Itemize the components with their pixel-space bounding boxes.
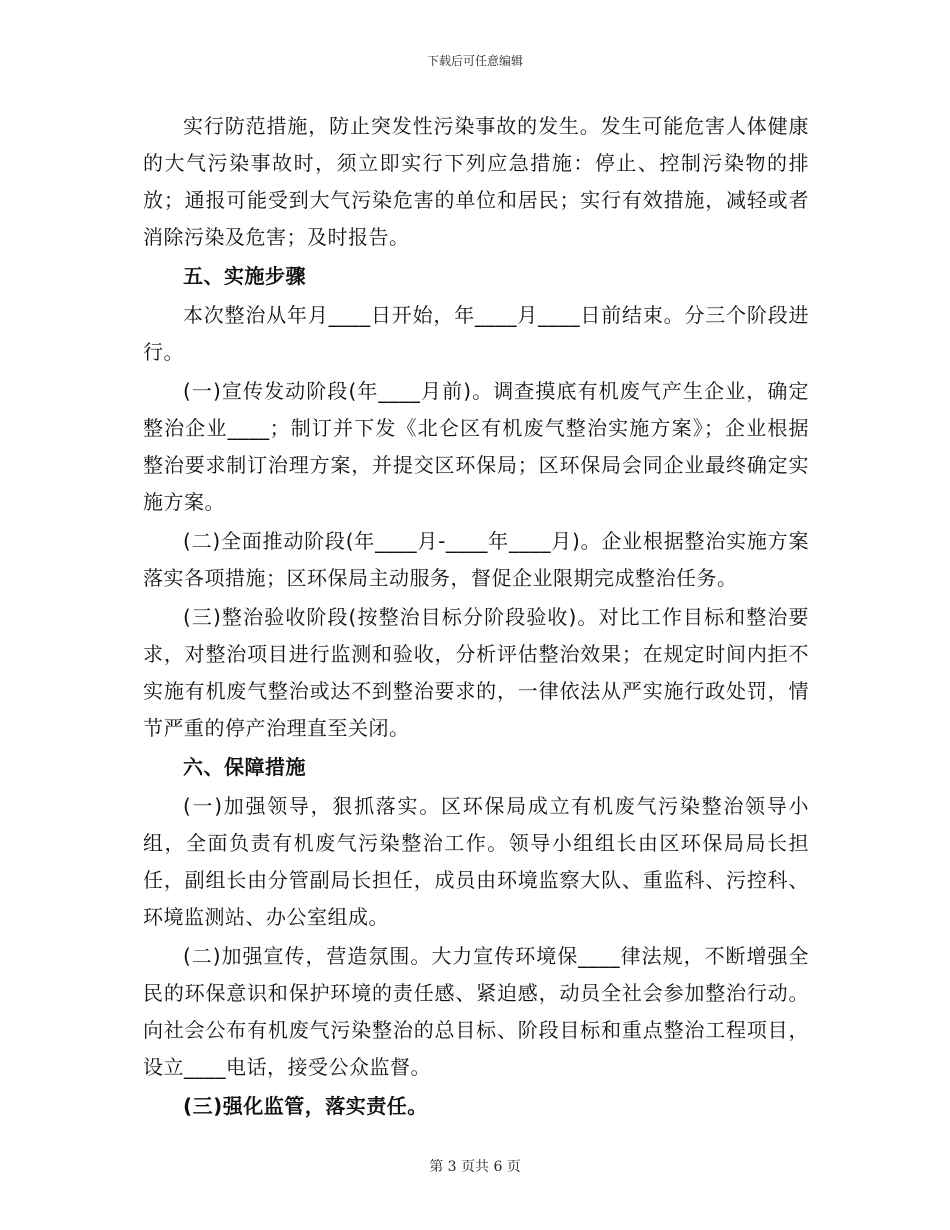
document-body bbox=[143, 108, 809, 1127]
paragraph-phase-one: (一)宣传发动阶段(年____月前)。调查摸底有机废气产生企业，确定整治企业____；制订并下发《北仑区有机废气整治实施方案》；企业根据整治要求制订治理方案，并提交区环保局；区环保局会同企业最终确定实施方案。 bbox=[143, 379, 809, 514]
paragraph-phase-three: (三)整治验收阶段(按整治目标分阶段验收)。对比工作目标和整治要求，对整治项目进行监测和验收，分析评估整治效果；在规定时间内拒不实施有机废气整治或达不到整治要求的，一律依法从严实施行政处罚，情节严重的停产治理直至关闭。 bbox=[143, 605, 809, 740]
paragraph-emergency-measures: 实行防范措施，防止突发性污染事故的发生。发生可能危害人体健康的大气污染事故时，须立即实行下列应急措施：停止、控制污染物的排放；通报可能受到大气污染危害的单位和居民；实行有效措施，减轻或者消除污染及危害；及时报告。 bbox=[143, 114, 809, 249]
page-number: 第 3 页共 6 页 bbox=[429, 1159, 521, 1175]
section-heading-safeguards: 六、保障措施 bbox=[183, 755, 306, 779]
paragraph-schedule: 本次整治从年月____日开始，年____月____日前结束。分三个阶段进行。 bbox=[143, 303, 809, 364]
page-header: 下载后可任意编辑 bbox=[426, 54, 523, 68]
paragraph-leadership: (一)加强领导，狠抓落实。区环保局成立有机废气污染整治领导小组，全面负责有机废气污染整治工作。领导小组组长由区环保局局长担任，副组长由分管副局长担任，成员由环境监察大队、重监科、污控科、环境监测站、办公室组成。 bbox=[143, 794, 809, 929]
section-heading-implementation-steps: 五、实施步骤 bbox=[183, 264, 306, 288]
subheading-supervision: (三)强化监管，落实责任。 bbox=[183, 1094, 428, 1118]
paragraph-phase-two: (二)全面推动阶段(年____月-____年____月)。企业根据整治实施方案落实各项措施；区环保局主动服务，督促企业限期完成整治任务。 bbox=[143, 529, 809, 590]
paragraph-publicity: (二)加强宣传，营造氛围。大力宣传环境保____律法规，不断增强全民的环保意识和保护环境的责任感、紧迫感，动员全社会参加整治行动。向社会公布有机废气污染整治的总目标、阶段目标和重点整治工程项目，设立____电话，接受公众监督。 bbox=[143, 944, 809, 1079]
